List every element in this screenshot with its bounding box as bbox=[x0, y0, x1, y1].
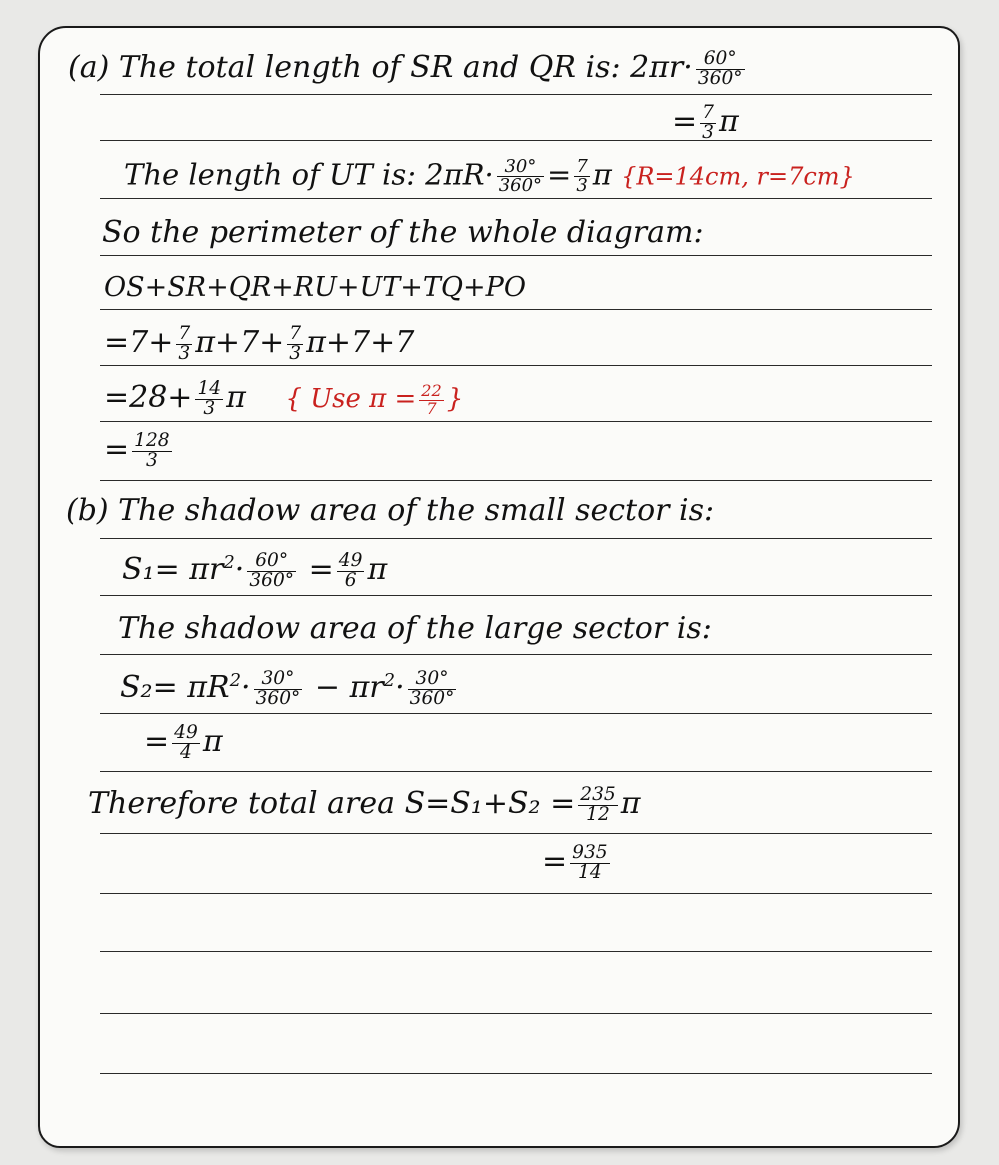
part-a-line-3: The length of UT is: 2πR· $\frac{30^\circ}{360^\circ}$ = $\frac{7}{3}$ π {R=14cm, r=7cm} bbox=[124, 156, 855, 196]
part-b-label: (b) bbox=[66, 493, 109, 528]
ruled-line bbox=[100, 365, 932, 366]
radius-note: {R=14cm, r=7cm} bbox=[621, 162, 855, 191]
fraction: $\frac{14}{3}$ bbox=[197, 378, 222, 419]
fraction: $\frac{128}{3}$ bbox=[134, 430, 170, 471]
ruled-line bbox=[100, 595, 932, 596]
ruled-line bbox=[100, 713, 932, 714]
ruled-line bbox=[100, 421, 932, 422]
pi-note: { Use π = $\frac{22}{7}$ } bbox=[285, 381, 464, 418]
fraction: $\frac{30^\circ}{360^\circ}$ bbox=[409, 668, 455, 709]
ruled-line bbox=[100, 309, 932, 310]
part-a-line-5: OS+SR+QR+RU+UT+TQ+PO bbox=[104, 272, 526, 303]
part-b-line-7: = $\frac{935}{14}$ bbox=[542, 842, 608, 883]
fraction: $\frac{60^\circ}{360^\circ}$ bbox=[697, 48, 743, 89]
fraction: $\frac{30^\circ}{360^\circ}$ bbox=[498, 156, 543, 196]
notebook-page bbox=[38, 26, 960, 1148]
ruled-line bbox=[100, 198, 932, 199]
part-a-line-7: =28+ $\frac{14}{3}$ π { Use π = $\frac{22}{7}$ } bbox=[104, 378, 464, 419]
ruled-line bbox=[100, 538, 932, 539]
part-b-line-3: The shadow area of the large sector is: bbox=[118, 611, 712, 646]
fraction: $\frac{7}{3}$ bbox=[702, 102, 714, 143]
fraction: $\frac{30^\circ}{360^\circ}$ bbox=[255, 668, 301, 709]
ruled-line bbox=[100, 480, 932, 481]
ruled-line bbox=[100, 1013, 932, 1014]
part-b-line-6: Therefore total area S=S₁+S₂ = $\frac{235}{12}$ π bbox=[88, 784, 641, 825]
part-a-line-6: =7+ $\frac{7}{3}$ π+7+ $\frac{7}{3}$ π+7+7 bbox=[104, 323, 415, 364]
fraction: $\frac{49}{4}$ bbox=[174, 722, 198, 763]
part-b-line-1: (b) The shadow area of the small sector is: bbox=[66, 493, 715, 528]
fraction: $\frac{7}{3}$ bbox=[576, 156, 588, 196]
ruled-line bbox=[100, 94, 932, 95]
ruled-line bbox=[100, 951, 932, 952]
ruled-line bbox=[100, 771, 932, 772]
fraction: $\frac{60^\circ}{360^\circ}$ bbox=[249, 550, 295, 591]
fraction: $\frac{935}{14}$ bbox=[572, 842, 608, 883]
ruled-line bbox=[100, 140, 932, 141]
fraction: $\frac{49}{6}$ bbox=[338, 550, 363, 591]
part-a-label: (a) bbox=[68, 50, 110, 86]
part-b-line-4: $S_2= \pi R^2\cdot$ $\frac{30^\circ}{360^\circ}$ − $\pi r^2\cdot$ $\frac{30^\circ}{360^\circ}$ bbox=[120, 668, 455, 709]
fraction: $\frac{7}{3}$ bbox=[178, 323, 191, 364]
part-a-line-4: So the perimeter of the whole diagram: bbox=[102, 215, 704, 250]
ruled-line bbox=[100, 255, 932, 256]
fraction: $\frac{7}{3}$ bbox=[289, 323, 302, 364]
ruled-line bbox=[100, 1073, 932, 1074]
fraction: $\frac{235}{12}$ bbox=[580, 784, 616, 825]
ruled-line bbox=[100, 893, 932, 894]
part-b-line-2: $S_1= \pi r^2\cdot$ $\frac{60^\circ}{360^\circ}$ = $\frac{49}{6}$ π bbox=[122, 550, 388, 591]
part-b-line-5: = $\frac{49}{4}$ π bbox=[144, 722, 223, 763]
ruled-line bbox=[100, 833, 932, 834]
part-a-line-8: = $\frac{128}{3}$ bbox=[104, 430, 170, 471]
part-a-line-2: = $\frac{7}{3}$ π bbox=[672, 102, 739, 143]
part-a-line-1: (a) The total length of SR and QR is: 2πr· $\frac{60^\circ}{360^\circ}$ bbox=[68, 48, 743, 89]
ruled-line bbox=[100, 654, 932, 655]
